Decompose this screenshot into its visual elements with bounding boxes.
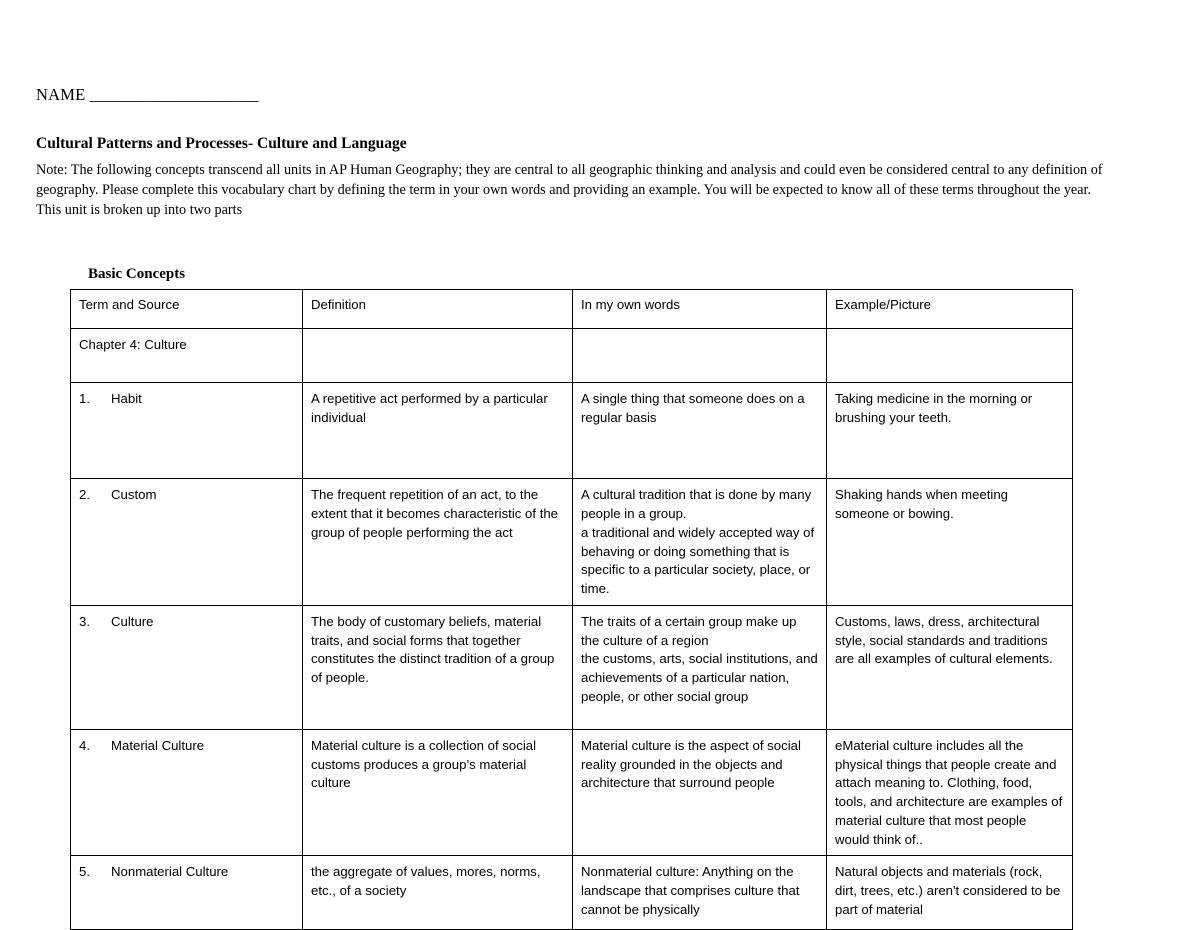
term-label: Custom	[111, 487, 157, 503]
term-cell	[71, 605, 303, 729]
name-field-line: NAME ____________________	[36, 85, 259, 104]
term-label: Habit	[111, 391, 142, 407]
table-header-row	[71, 290, 1073, 329]
own-words-cell: Nonmaterial culture: Anything on the landscape that comprises culture that cannot be physically	[573, 856, 827, 930]
term-label: Culture	[111, 613, 154, 629]
term-cell	[71, 383, 303, 479]
column-header-definition: Definition	[303, 290, 573, 329]
example-cell: Shaking hands when meeting someone or bowing.	[827, 479, 1073, 605]
note-paragraph: Note: The following concepts transcend all units in AP Human Geography; they are central to all geographic thinking and analysis and could even be considered central to any definition of geography. Please complete this vocabulary chart by defining the term in your own words and providing an example. You will be expected to know all of these terms throughout the year.	[36, 162, 1103, 199]
own-words-cell	[573, 479, 827, 605]
example-cell: Customs, laws, dress, architectural style, social standards and traditions are all examples of cultural elements.	[827, 605, 1073, 729]
term-label: Material Culture	[111, 737, 205, 753]
vocabulary-table	[70, 289, 1073, 930]
term-cell	[71, 856, 303, 930]
table-row	[71, 479, 1073, 605]
own-words-line-1: The traits of a certain group make up the culture of a region	[581, 613, 797, 648]
chapter-definition-blank	[303, 329, 573, 383]
column-header-example: Example/Picture	[827, 290, 1073, 329]
column-header-own-words: In my own words	[573, 290, 827, 329]
example-cell: Taking medicine in the morning or brushing your teeth.	[827, 383, 1073, 479]
own-words-cell: Material culture is the aspect of social reality grounded in the objects and architecture that surround people	[573, 729, 827, 855]
document-title: Cultural Patterns and Processes- Culture and Language	[36, 135, 407, 152]
term-number: 2.	[79, 487, 90, 503]
chapter-label: Chapter 4: Culture	[71, 329, 303, 383]
term-label: Nonmaterial Culture	[111, 864, 229, 880]
definition-cell: The body of customary beliefs, material traits, and social forms that together constitutes the distinct tradition of a group of people.	[303, 605, 573, 729]
own-words-line-2: a traditional and widely accepted way of behaving or doing something that is specific to a particular society, place, or time.	[581, 524, 815, 597]
example-cell: eMaterial culture includes all the physical things that people create and attach meaning to. Clothing, food, tools, and architecture are examples of material culture that most people would think of..	[827, 729, 1073, 855]
own-words-line-1: A cultural tradition that is done by many people in a group.	[581, 487, 812, 522]
own-words-cell: A single thing that someone does on a regular basis	[573, 383, 827, 479]
note-block	[36, 160, 1164, 220]
term-number: 4.	[79, 737, 90, 753]
column-header-term: Term and Source	[71, 290, 303, 329]
example-cell: Natural objects and materials (rock, dirt, trees, etc.) aren't considered to be part of material	[827, 856, 1073, 930]
definition-cell: The frequent repetition of an act, to the extent that it becomes characteristic of the group of people performing the act	[303, 479, 573, 605]
definition-cell: the aggregate of values, mores, norms, etc., of a society	[303, 856, 573, 930]
definition-cell: A repetitive act performed by a particular individual	[303, 383, 573, 479]
note-paragraph-2: This unit is broken up into two parts	[36, 202, 243, 219]
section-subheading: Basic Concepts	[88, 266, 186, 283]
term-number: 3.	[79, 613, 90, 629]
term-cell	[71, 479, 303, 605]
term-number: 5.	[79, 864, 90, 880]
definition-cell: Material culture is a collection of social customs produces a group’s material culture	[303, 729, 573, 855]
own-words-line-2: the customs, arts, social institutions, and achievements of a particular nation, people, or other social group	[581, 651, 818, 704]
table-row	[71, 856, 1073, 930]
table-row	[71, 729, 1073, 855]
own-words-cell	[573, 605, 827, 729]
term-number: 1.	[79, 391, 90, 407]
term-cell	[71, 729, 303, 855]
table-row	[71, 605, 1073, 729]
table-row	[71, 383, 1073, 479]
chapter-example-blank	[827, 329, 1073, 383]
chapter-own-words-blank	[573, 329, 827, 383]
chapter-row	[71, 329, 1073, 383]
